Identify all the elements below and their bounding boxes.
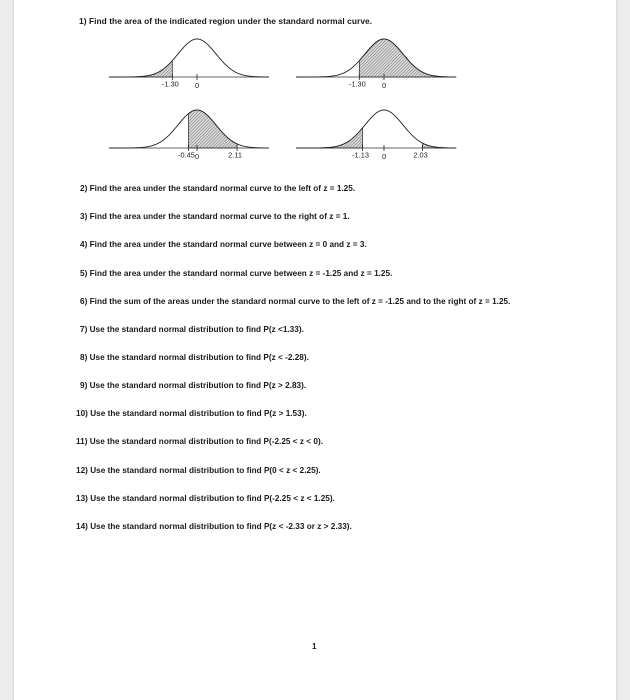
question-text: Find the area under the standard normal curve between z = 0 and z = 3. bbox=[89, 240, 367, 249]
question-2 bbox=[80, 184, 355, 193]
tick-label: -0.45 bbox=[178, 150, 195, 160]
question-7 bbox=[80, 325, 304, 334]
question-number: 2) bbox=[80, 184, 88, 193]
tick-label: 2.03 bbox=[413, 150, 428, 160]
question-number: 10) bbox=[76, 409, 88, 418]
question-number: 12) bbox=[76, 466, 88, 475]
question-text: Find the area under the standard normal curve to the left of z = 1.25. bbox=[89, 184, 356, 193]
question-text: Use the standard normal distribution to find P(-2.25 < z < 0). bbox=[89, 437, 324, 446]
question-9 bbox=[80, 381, 306, 390]
question-text: Find the area under the standard normal curve between z = -1.25 and z = 1.25. bbox=[89, 269, 393, 278]
question-text: Find the area under the standard normal curve to the right of z = 1. bbox=[89, 212, 350, 221]
tick-label: -1.30 bbox=[348, 79, 366, 89]
question-6 bbox=[80, 297, 510, 306]
normal-curve-figure-1 bbox=[109, 27, 269, 91]
question-number: 7) bbox=[80, 325, 88, 334]
document-page bbox=[14, 0, 616, 700]
tick-label: 0 bbox=[194, 81, 200, 90]
question-number: 8) bbox=[80, 353, 88, 362]
question-13 bbox=[76, 494, 335, 503]
question-text: Use the standard normal distribution to find P(-2.25 < z < 1.25). bbox=[90, 494, 335, 503]
question-number: 4) bbox=[80, 240, 88, 249]
normal-curve-figure-4 bbox=[296, 98, 456, 162]
question-11 bbox=[76, 437, 323, 446]
question-8 bbox=[80, 353, 309, 362]
tick-label: 2.11 bbox=[228, 150, 243, 160]
question-10 bbox=[76, 409, 307, 418]
normal-curve bbox=[109, 39, 269, 77]
question-number: 3) bbox=[80, 212, 88, 221]
question-3 bbox=[80, 212, 350, 221]
tick-label: 0 bbox=[381, 81, 387, 90]
tick-label: -1.30 bbox=[161, 79, 179, 89]
question-1 bbox=[79, 16, 372, 26]
tick-label: 0 bbox=[194, 152, 200, 161]
normal-curve bbox=[296, 110, 456, 148]
normal-curve-figure-3 bbox=[109, 98, 269, 162]
question-text: Find the area of the indicated region under the standard normal curve. bbox=[88, 16, 373, 26]
question-number: 9) bbox=[80, 381, 88, 390]
question-text: Use the standard normal distribution to find P(z > 1.53). bbox=[90, 409, 307, 418]
question-text: Find the sum of the areas under the standard normal curve to the left of z = -1.25 and to the right of z = 1.25. bbox=[89, 297, 511, 306]
shaded-region bbox=[188, 110, 237, 148]
question-number: 11) bbox=[76, 437, 88, 446]
question-text: Use the standard normal distribution to find P(z < -2.33 or z > 2.33). bbox=[90, 522, 352, 531]
question-number: 14) bbox=[76, 522, 88, 531]
page-number: 1 bbox=[312, 642, 317, 651]
question-number: 1) bbox=[79, 16, 87, 26]
shaded-region bbox=[109, 61, 172, 77]
question-text: Use the standard normal distribution to find P(z <1.33). bbox=[89, 325, 304, 334]
question-4 bbox=[80, 240, 367, 249]
question-text: Use the standard normal distribution to find P(z < -2.28). bbox=[89, 353, 309, 362]
tick-label: 0 bbox=[381, 152, 387, 161]
question-12 bbox=[76, 466, 321, 475]
question-5 bbox=[80, 269, 392, 278]
question-14 bbox=[76, 522, 352, 531]
tick-label: -1.13 bbox=[352, 150, 369, 160]
normal-curve-figure-2 bbox=[296, 27, 456, 91]
question-number: 6) bbox=[80, 297, 88, 306]
question-number: 5) bbox=[80, 269, 88, 278]
question-number: 13) bbox=[76, 494, 88, 503]
question-text: Use the standard normal distribution to find P(0 < z < 2.25). bbox=[90, 466, 321, 475]
question-text: Use the standard normal distribution to find P(z > 2.83). bbox=[89, 381, 307, 390]
